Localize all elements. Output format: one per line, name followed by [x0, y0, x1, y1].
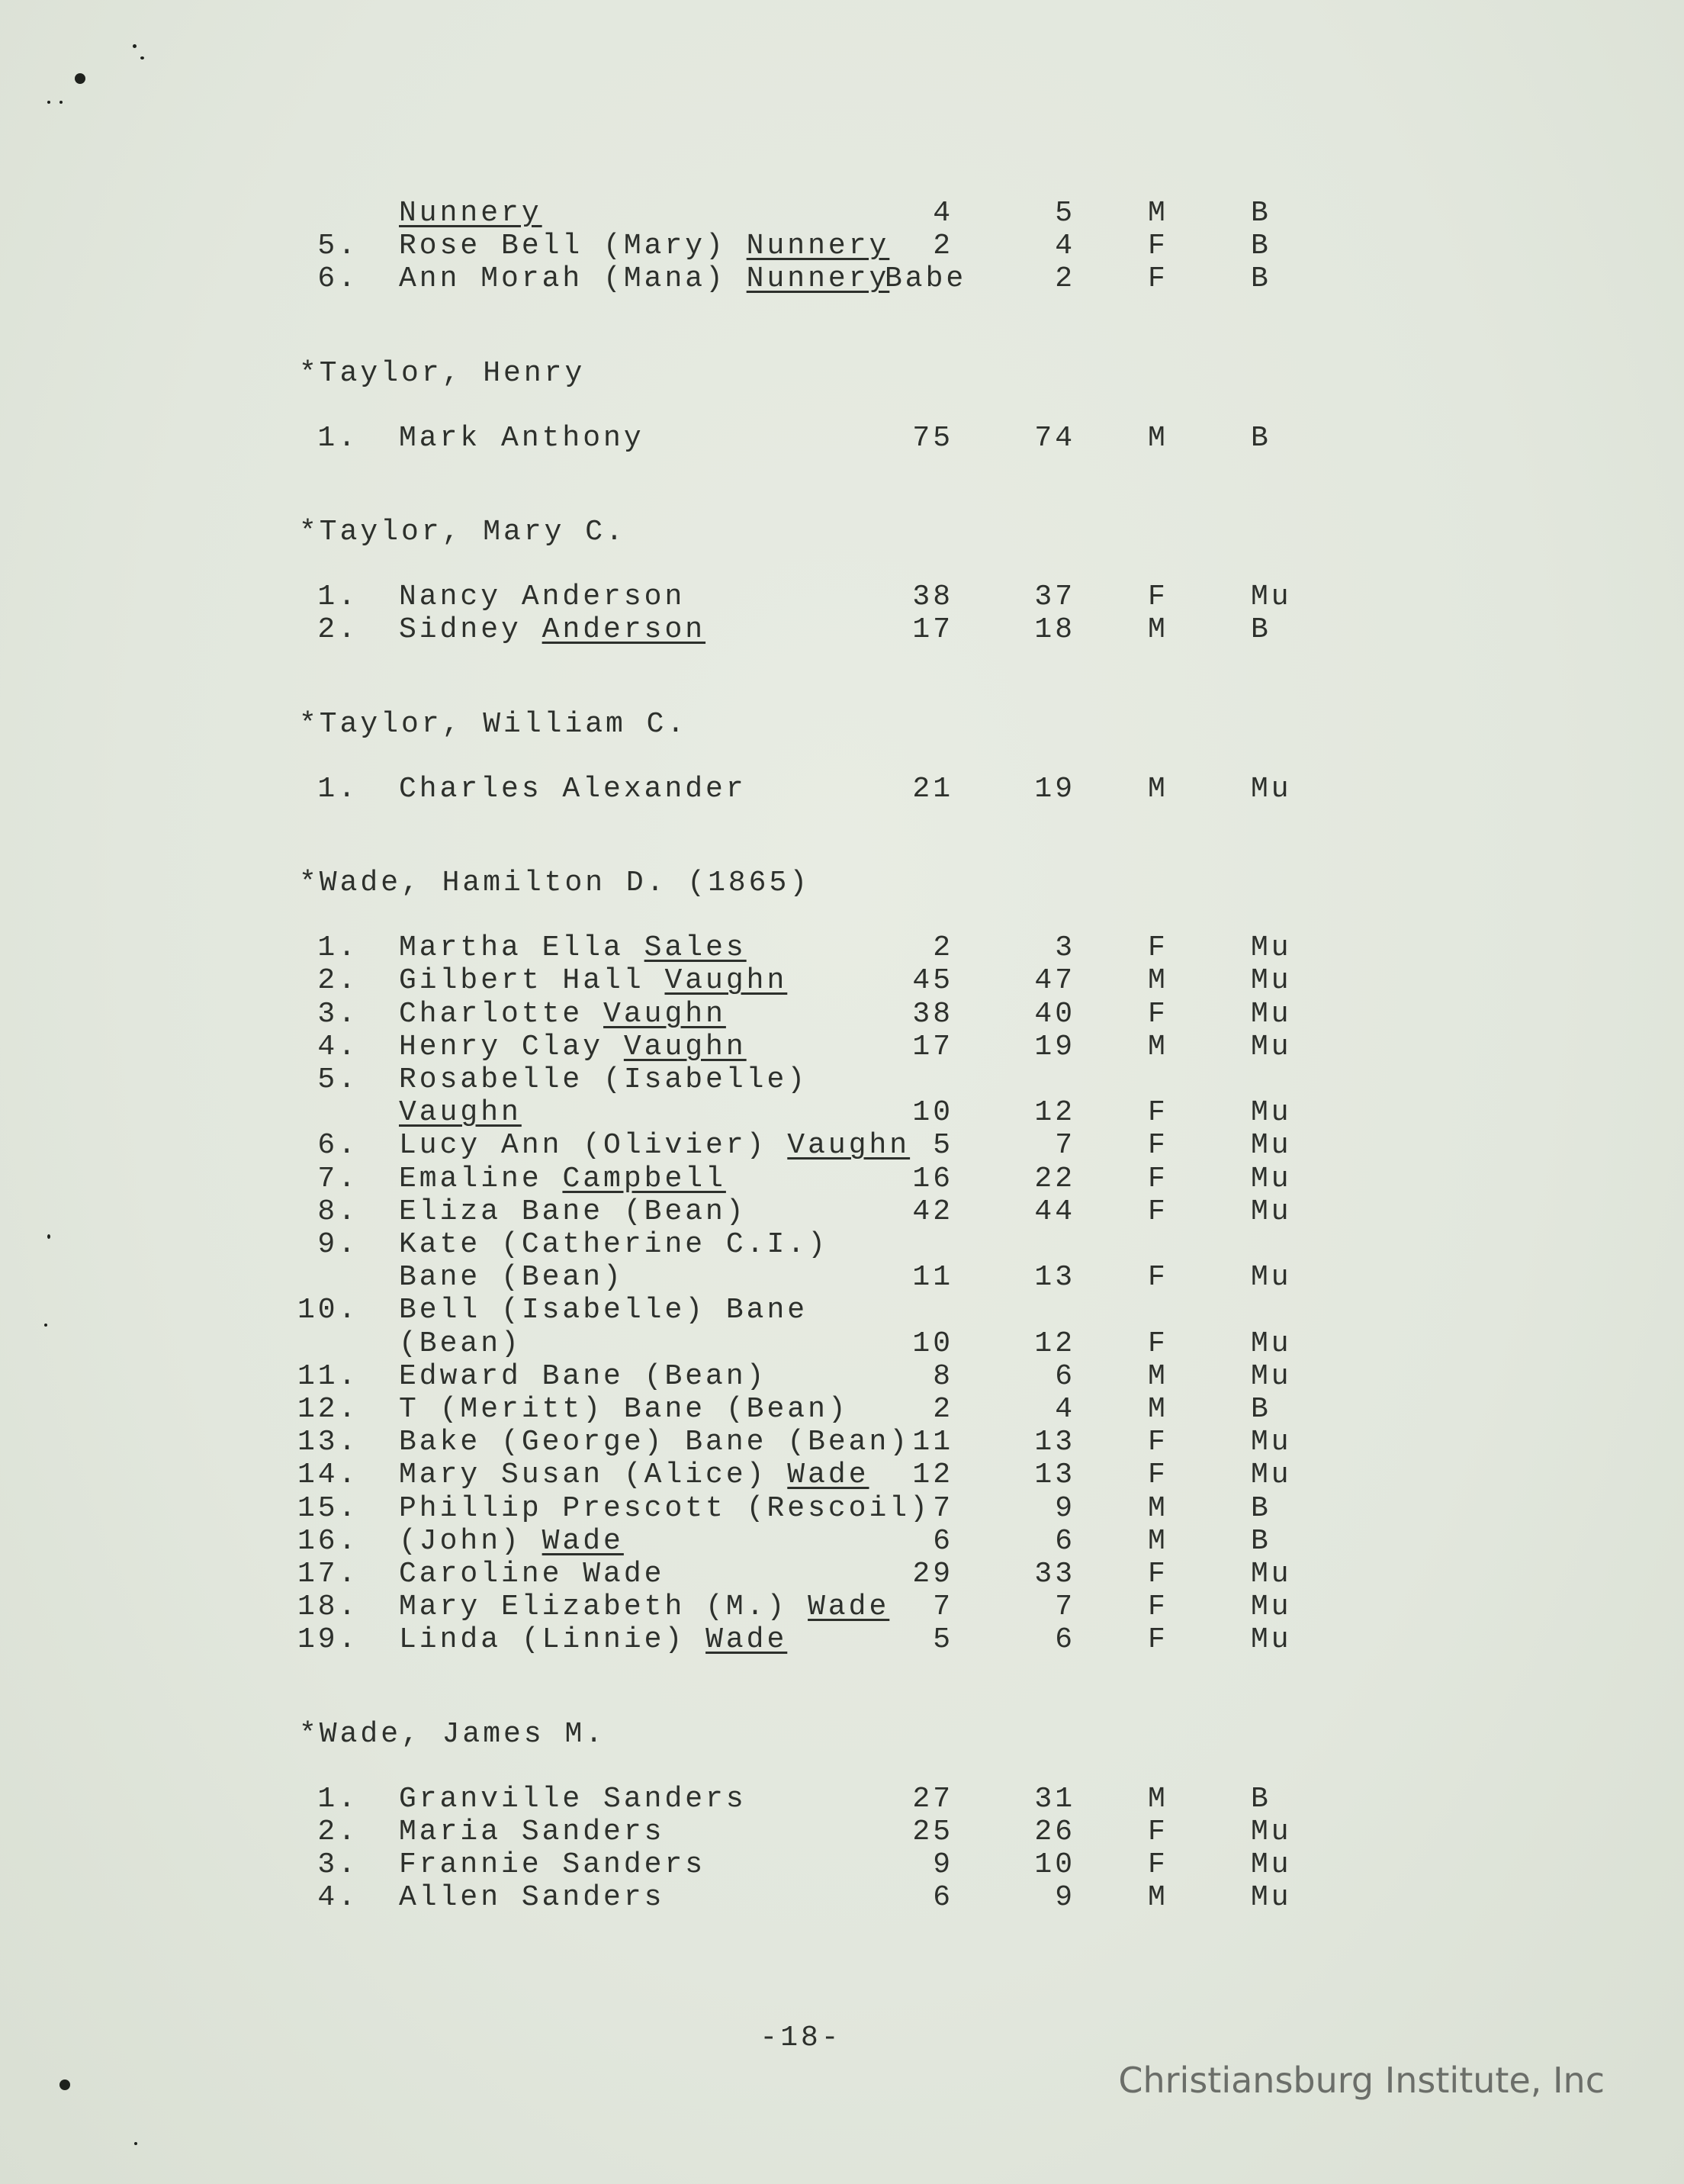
surname-underlined: Campbell [562, 1162, 726, 1195]
row-number: 2. [317, 613, 358, 647]
table-row [0, 262, 1684, 296]
row-number: 1. [317, 1782, 358, 1816]
value-col-1: 8 [933, 1359, 953, 1393]
value-col-1: 2 [933, 1393, 953, 1426]
owner-heading [0, 867, 1684, 900]
person-name [399, 262, 889, 296]
table-row [0, 1096, 1684, 1130]
name-part: Frannie Sanders [399, 1848, 706, 1882]
value-col-2: 6 [1055, 1524, 1075, 1558]
value-col-1: 38 [912, 997, 953, 1031]
name-part: Henry Clay [399, 1030, 624, 1063]
table-row [0, 1163, 1684, 1196]
value-col-2: 7 [1055, 1591, 1075, 1624]
table-row [0, 1623, 1684, 1657]
sex: F [1148, 262, 1168, 296]
value-col-2: 4 [1055, 1393, 1075, 1426]
value-col-1: 27 [912, 1782, 953, 1816]
watermark: Christiansburg Institute, Inc [1118, 2060, 1605, 2101]
person-name [399, 422, 644, 455]
heading-text: *Wade, James M. [299, 1717, 606, 1751]
person-name [399, 581, 685, 614]
value-col-2: 6 [1055, 1359, 1075, 1393]
sex: M [1148, 964, 1168, 998]
sex: F [1148, 1591, 1168, 1624]
surname-underlined: Vaughn [787, 1129, 911, 1163]
heading-text: *Taylor, Mary C. [299, 516, 626, 548]
speck [59, 101, 63, 104]
row-number: 4. [317, 1030, 358, 1063]
owner-heading [0, 516, 1684, 549]
surname-underlined: Wade [542, 1524, 624, 1558]
value-col-2: 9 [1055, 1491, 1075, 1525]
surname-underlined: Nunnery [746, 262, 890, 296]
race: B [1251, 1782, 1271, 1816]
row-number: 15. [297, 1491, 359, 1525]
heading-text: *Taylor, William C. [299, 707, 688, 741]
race: Mu [1251, 581, 1292, 614]
row-number: 3. [317, 1848, 358, 1882]
value-col-1: 17 [912, 1030, 953, 1063]
name-part: Phillip Prescott (Rescoil) [399, 1491, 930, 1525]
race: Mu [1251, 1359, 1292, 1393]
table-row [0, 1459, 1684, 1492]
value-col-1: 38 [912, 581, 953, 614]
race: Mu [1251, 1327, 1292, 1360]
race: Mu [1251, 1261, 1292, 1295]
sex: M [1148, 772, 1168, 806]
sex: F [1148, 1558, 1168, 1591]
name-part: Gilbert Hall [399, 964, 665, 998]
table-row [0, 1228, 1684, 1262]
row-number: 12. [297, 1393, 359, 1426]
value-col-1: 29 [912, 1558, 953, 1591]
person-name [399, 1816, 664, 1849]
surname-underlined: Nunnery [746, 230, 890, 263]
race: Mu [1251, 997, 1292, 1031]
surname-underlined: Vaughn [399, 1096, 522, 1130]
row-number: 1. [317, 931, 358, 965]
value-col-1: 9 [933, 1848, 953, 1882]
race: Mu [1251, 964, 1292, 998]
table-row [0, 1591, 1684, 1624]
row-number: 3. [317, 997, 358, 1031]
row-number: 1. [317, 421, 358, 455]
value-col-1: Babe [885, 262, 967, 296]
value-col-1: 2 [933, 931, 953, 965]
sex: M [1148, 421, 1168, 455]
sex: M [1148, 613, 1168, 647]
row-number: 1. [317, 581, 358, 614]
row-number: 2. [317, 1816, 358, 1848]
person-name [399, 931, 747, 965]
value-col-2: 19 [1034, 1030, 1075, 1063]
person-name [399, 1881, 664, 1915]
surname-underlined: Wade [787, 1459, 869, 1492]
person-name [399, 1525, 624, 1558]
sex: F [1148, 1848, 1168, 1882]
sex: F [1148, 997, 1168, 1031]
sex: M [1148, 1524, 1168, 1558]
value-col-1: 6 [933, 1524, 953, 1558]
sex: M [1148, 1393, 1168, 1426]
person-name [399, 1360, 766, 1394]
name-part: Maria Sanders [399, 1816, 665, 1848]
value-col-1: 11 [912, 1426, 953, 1459]
table-row [0, 1492, 1684, 1526]
person-name [399, 1492, 930, 1526]
value-col-2: 26 [1034, 1816, 1075, 1848]
sex: F [1148, 1129, 1168, 1163]
speck [59, 2079, 70, 2090]
value-col-2: 13 [1034, 1459, 1075, 1492]
person-name [399, 964, 787, 998]
table-row [0, 1063, 1684, 1097]
table-row [0, 613, 1684, 647]
race: B [1251, 1524, 1271, 1558]
table-row [0, 1525, 1684, 1558]
table-row [0, 422, 1684, 455]
name-part: Caroline Wade [399, 1558, 665, 1591]
race: Mu [1251, 1459, 1292, 1492]
name-part: T (Meritt) Bane (Bean) [399, 1393, 849, 1426]
person-name [399, 1096, 522, 1130]
table-row [0, 931, 1684, 965]
person-name [399, 1783, 747, 1816]
table-row [0, 964, 1684, 998]
sex: M [1148, 1359, 1168, 1393]
name-part: Mary Elizabeth (M.) [399, 1591, 808, 1624]
value-col-2: 7 [1055, 1129, 1075, 1163]
name-part: Bane (Bean) [399, 1261, 624, 1295]
person-name [399, 1623, 787, 1657]
value-col-1: 75 [912, 421, 953, 455]
page-number: -18- [760, 2022, 842, 2054]
race: B [1251, 421, 1271, 455]
value-col-1: 16 [912, 1162, 953, 1195]
value-col-1: 7 [933, 1591, 953, 1624]
table-row [0, 773, 1684, 806]
person-name [399, 998, 726, 1031]
table-row [0, 230, 1684, 263]
row-number: 5. [317, 1063, 358, 1096]
value-col-1: 4 [933, 197, 953, 230]
name-part: Granville Sanders [399, 1782, 747, 1816]
value-col-1: 11 [912, 1261, 953, 1295]
name-part: Bell (Isabelle) Bane [399, 1294, 808, 1327]
sex: M [1148, 1782, 1168, 1816]
value-col-2: 22 [1034, 1162, 1075, 1195]
row-number: 9. [317, 1228, 358, 1261]
race: B [1251, 613, 1271, 647]
table-row [0, 581, 1684, 614]
person-name [399, 1031, 747, 1064]
person-name [399, 1459, 869, 1492]
person-name [399, 197, 542, 230]
sex: F [1148, 1459, 1168, 1492]
name-part: Rose Bell (Mary) [399, 230, 747, 263]
value-col-2: 10 [1034, 1848, 1075, 1882]
race: Mu [1251, 1195, 1292, 1228]
row-number: 10. [297, 1294, 359, 1327]
race: B [1251, 262, 1271, 296]
name-part: Allen Sanders [399, 1881, 665, 1915]
sex: F [1148, 1816, 1168, 1848]
name-part: Martha Ella [399, 931, 644, 965]
sex: F [1148, 931, 1168, 965]
table-row [0, 1783, 1684, 1816]
row-number: 8. [317, 1195, 358, 1228]
value-col-2: 47 [1034, 964, 1075, 998]
sex: F [1148, 581, 1168, 614]
person-name [399, 1228, 828, 1262]
name-part: (Bean) [399, 1327, 522, 1360]
row-number: 16. [297, 1524, 359, 1558]
sex: M [1148, 197, 1168, 230]
row-number: 14. [297, 1459, 359, 1492]
value-col-2: 12 [1034, 1096, 1075, 1130]
row-number: 6. [317, 1129, 358, 1163]
row-number: 17. [297, 1558, 359, 1591]
sex: M [1148, 1491, 1168, 1525]
owner-heading [0, 357, 1684, 391]
heading-text: *Taylor, Henry [299, 356, 586, 390]
value-col-2: 33 [1034, 1558, 1075, 1591]
race: Mu [1251, 1426, 1292, 1459]
name-part: Nancy Anderson [399, 581, 686, 614]
speck [47, 1234, 50, 1239]
row-number: 5. [317, 230, 358, 263]
value-col-2: 6 [1055, 1623, 1075, 1657]
value-col-2: 3 [1055, 931, 1075, 965]
value-col-1: 42 [912, 1195, 953, 1228]
person-name [399, 613, 705, 647]
surname-underlined: Vaughn [664, 964, 788, 998]
table-row [0, 1816, 1684, 1849]
table-row [0, 197, 1684, 230]
table-row [0, 1195, 1684, 1229]
owner-heading [0, 1718, 1684, 1751]
race: Mu [1251, 1162, 1292, 1195]
person-name [399, 1195, 747, 1229]
sex: F [1148, 1426, 1168, 1459]
value-col-1: 10 [912, 1327, 953, 1360]
value-col-2: 13 [1034, 1426, 1075, 1459]
speck [140, 56, 144, 60]
race: B [1251, 230, 1271, 263]
value-col-2: 4 [1055, 230, 1075, 263]
value-col-2: 9 [1055, 1881, 1075, 1915]
sex: F [1148, 1327, 1168, 1360]
person-name [399, 1393, 849, 1427]
row-number: 2. [317, 964, 358, 998]
surname-underlined: Sales [644, 931, 747, 965]
person-name [399, 1848, 705, 1882]
name-part: Kate (Catherine C.I.) [399, 1228, 828, 1261]
name-part: Sidney [399, 613, 542, 647]
person-name [399, 1558, 664, 1591]
surname-underlined: Vaughn [623, 1030, 747, 1063]
table-row [0, 1031, 1684, 1064]
race: Mu [1251, 1848, 1292, 1882]
sex: F [1148, 1195, 1168, 1228]
speck [75, 73, 85, 84]
name-part: Ann Morah (Mana) [399, 262, 747, 296]
table-row [0, 1129, 1684, 1163]
sex: M [1148, 1881, 1168, 1915]
person-name [399, 773, 747, 806]
speck [47, 101, 50, 104]
table-row [0, 1360, 1684, 1394]
sex: M [1148, 1030, 1168, 1063]
value-col-1: 5 [933, 1623, 953, 1657]
table-row [0, 1294, 1684, 1327]
value-col-1: 5 [933, 1129, 953, 1163]
sex: F [1148, 1623, 1168, 1657]
person-name [399, 1294, 808, 1327]
race: Mu [1251, 1030, 1292, 1063]
race: Mu [1251, 1129, 1292, 1163]
owner-heading [0, 708, 1684, 741]
table-row [0, 1426, 1684, 1459]
person-name [399, 1129, 910, 1163]
value-col-1: 2 [933, 230, 953, 263]
table-row [0, 1327, 1684, 1361]
value-col-2: 19 [1034, 772, 1075, 806]
value-col-2: 37 [1034, 581, 1075, 614]
row-number: 4. [317, 1881, 358, 1915]
sex: F [1148, 1096, 1168, 1130]
value-col-1: 17 [912, 613, 953, 647]
race: Mu [1251, 772, 1292, 806]
name-part: Mary Susan (Alice) [399, 1459, 788, 1492]
speck [134, 2142, 137, 2145]
name-part: Charles Alexander [399, 772, 747, 806]
table-row [0, 1393, 1684, 1427]
value-col-2: 2 [1055, 262, 1075, 296]
value-col-2: 18 [1034, 613, 1075, 647]
value-col-1: 21 [912, 772, 953, 806]
value-col-1: 12 [912, 1459, 953, 1492]
table-row [0, 1848, 1684, 1882]
sex: F [1148, 230, 1168, 263]
race: Mu [1251, 1816, 1292, 1848]
name-part: Lucy Ann (Olivier) [399, 1129, 788, 1163]
person-name [399, 1261, 624, 1295]
surname-underlined: Wade [808, 1591, 890, 1624]
row-number: 11. [297, 1359, 359, 1393]
value-col-2: 31 [1034, 1782, 1075, 1816]
surname-underlined: Vaughn [603, 997, 726, 1031]
heading-text: *Wade, Hamilton D. (1865) [299, 867, 811, 899]
value-col-2: 44 [1034, 1195, 1075, 1228]
table-row [0, 1881, 1684, 1915]
value-col-2: 5 [1055, 197, 1075, 230]
row-number: 7. [317, 1162, 358, 1195]
table-row [0, 1558, 1684, 1591]
person-name [399, 1426, 910, 1459]
name-part: Bake (George) Bane (Bean) [399, 1426, 911, 1459]
person-name [399, 1327, 522, 1361]
row-number: 1. [317, 772, 358, 806]
name-part: Mark Anthony [399, 421, 644, 455]
table-row [0, 998, 1684, 1031]
row-number: 19. [297, 1623, 359, 1657]
race: Mu [1251, 1558, 1292, 1591]
speck [44, 1324, 47, 1327]
race: B [1251, 1491, 1271, 1525]
race: Mu [1251, 931, 1292, 965]
sex: F [1148, 1261, 1168, 1295]
value-col-1: 10 [912, 1096, 953, 1130]
name-part: Edward Bane (Bean) [399, 1359, 767, 1393]
race: Mu [1251, 1881, 1292, 1915]
person-name [399, 1591, 889, 1624]
name-part: Rosabelle (Isabelle) [399, 1063, 808, 1096]
value-col-2: 12 [1034, 1327, 1075, 1360]
surname-underlined: Anderson [542, 613, 706, 647]
person-name [399, 230, 889, 263]
race: Mu [1251, 1096, 1292, 1130]
value-col-1: 45 [912, 964, 953, 998]
name-part: (John) [399, 1524, 542, 1558]
name-part: Emaline [399, 1162, 563, 1195]
race: Mu [1251, 1623, 1292, 1657]
value-col-2: 13 [1034, 1261, 1075, 1295]
value-col-1: 7 [933, 1491, 953, 1525]
sex: F [1148, 1162, 1168, 1195]
table-row [0, 1261, 1684, 1295]
surname-underlined: Nunnery [399, 197, 542, 230]
race: Mu [1251, 1591, 1292, 1624]
value-col-1: 6 [933, 1881, 953, 1915]
race: B [1251, 1393, 1271, 1426]
name-part: Eliza Bane (Bean) [399, 1195, 747, 1228]
person-name [399, 1163, 726, 1196]
value-col-1: 25 [912, 1816, 953, 1848]
row-number: 18. [297, 1591, 359, 1624]
value-col-2: 40 [1034, 997, 1075, 1031]
person-name [399, 1063, 808, 1097]
row-number: 6. [317, 262, 358, 296]
name-part: Linda (Linnie) [399, 1623, 706, 1657]
race: B [1251, 197, 1271, 230]
value-col-2: 74 [1034, 421, 1075, 455]
name-part: Charlotte [399, 997, 604, 1031]
row-number: 13. [297, 1426, 359, 1459]
speck [133, 44, 137, 48]
surname-underlined: Wade [705, 1623, 788, 1657]
